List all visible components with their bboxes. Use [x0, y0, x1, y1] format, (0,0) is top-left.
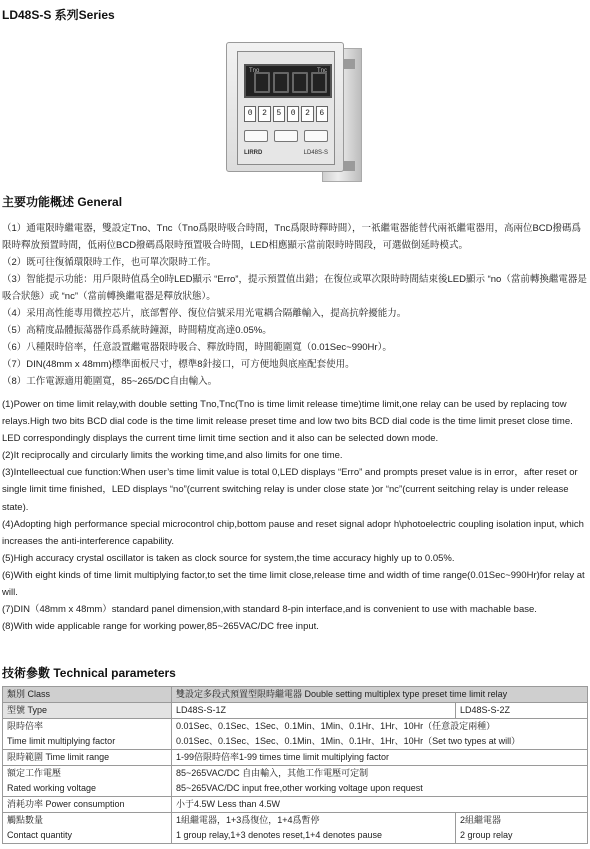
- parameters-table: [2, 686, 588, 844]
- general-cn-list: [2, 220, 588, 390]
- list-item: （4）采用高性能專用微控芯片，底部暫停、復位信號采用光電耦合隔離輸入，提高抗幹擾能力。: [2, 308, 407, 319]
- table-row: [3, 797, 588, 813]
- table-cell: 小于4.5W Less than 4.5W: [172, 797, 588, 813]
- table-row: [3, 719, 588, 735]
- product-image: [222, 30, 362, 180]
- table-cell: 1 group relay,1+3 denotes reset,1+4 denotes pause: [172, 828, 456, 844]
- table-row: [3, 781, 588, 797]
- table-cell: 2 group relay: [456, 828, 588, 844]
- list-item: (7)DIN（48mm x 48mm）standard panel dimension,with standard 8-pin interface,and is convenient to use with machable base.: [2, 604, 537, 616]
- list-item: （5）高精度晶體振蕩器作爲系統時鐘源，時間精度高達0.05%。: [2, 325, 272, 336]
- list-item: （8）工作電源適用範圍寬，85~265/DC自由輸入。: [2, 376, 218, 387]
- table-row: [3, 703, 588, 719]
- list-item: （3）智能提示功能：用戶限時值爲全0時LED顯示 “Erro”，提示預置值出錯；在復位或單次限時時間結束後LED顯示 “no（當前轉換繼電器是吸合狀態）或 “nc”（當前轉換繼電器是釋放狀態）。: [2, 274, 587, 302]
- relay-button[interactable]: [244, 130, 268, 142]
- lcd-right-label: Tnc: [316, 68, 327, 74]
- table-cell: 0.01Sec、0.1Sec、1Sec、0.1Min、1Min、0.1Hr、1Hr、10Hr（Set two types at will）: [172, 734, 588, 750]
- bcd-dial[interactable]: 5: [273, 106, 285, 122]
- list-item: (1)Power on time limit relay,with double setting Tno,Tnc(Tno is time limit release time)time limit,one relay can be used by replacing tow relays.High two bits BCD dial code is the time limit release preset time and low two bits BCD dial code is the time limit preset close time. LED correspondingly displays the current time limit time section and it also can be selected down mode.: [2, 399, 573, 445]
- table-row: [3, 828, 588, 844]
- table-cell: 觸點數量: [3, 813, 172, 829]
- table-cell: Rated working voltage: [3, 781, 172, 797]
- list-item: (6)With eight kinds of time limit multiplying factor,to set the time limit close,release time and width of time range(0.01Sec~990Hr)for relay at will.: [2, 569, 585, 599]
- lcd-left-label: Tno: [249, 68, 260, 74]
- relay-face: [237, 51, 335, 165]
- table-cell: LD48S-S-1Z: [172, 703, 456, 719]
- tech-heading: 技術參數 Technical parameters: [2, 666, 176, 680]
- bcd-dial[interactable]: 2: [301, 106, 313, 122]
- table-cell: 額定工作電壓: [3, 766, 172, 782]
- table-cell: 型號 Type: [3, 703, 172, 719]
- led-display: [244, 64, 332, 98]
- table-row: [3, 734, 588, 750]
- table-cell: Contact quantity: [3, 828, 172, 844]
- relay-buttons: [244, 130, 328, 142]
- table-row: [3, 766, 588, 782]
- table-row: [3, 750, 588, 766]
- table-cell: 0.01Sec、0.1Sec、1Sec、0.1Min、1Min、0.1Hr、1Hr、10Hr（任意設定兩種）: [172, 719, 588, 735]
- table-cell: 消耗功率 Power consumption: [3, 797, 172, 813]
- list-item: （1）通電限時繼電器，雙設定Tno、Tnc（Tno爲限時吸合時間，Tnc爲限時釋時間），一祇繼電器能替代兩祇繼電器用，高兩位BCD撥碼爲限時釋放預置時間，低兩位BCD撥碼爲限時預置吸合時間，LED相應顯示當前限時時間段，可選做倒延時模式。: [2, 223, 582, 251]
- page-title: LD48S-S 系列Series: [2, 8, 115, 22]
- table-cell: 限時範圍 Time limit range: [3, 750, 172, 766]
- table-cell: 1-99倍限時倍率1-99 times time limit multiplying factor: [172, 750, 588, 766]
- list-item: （7）DIN(48mm x 48mm)標準面板尺寸，標準8針接口，可方便地與底座配套使用。: [2, 359, 355, 370]
- bcd-dial[interactable]: 0: [287, 106, 299, 122]
- list-item: (8)With wide applicable range for working power,85~265VAC/DC free input.: [2, 621, 319, 633]
- table-cell: LD48S-S-2Z: [456, 703, 588, 719]
- model-label: LD48S-S: [303, 150, 328, 156]
- table-cell: 2組繼電器: [456, 813, 588, 829]
- table-cell: Time limit multiplying factor: [3, 734, 172, 750]
- general-en-list: [2, 396, 588, 635]
- brand-logo: LIRRD: [244, 150, 263, 156]
- table-cell: 限時倍率: [3, 719, 172, 735]
- list-item: （2）既可往復循環限時工作，也可單次限時工作。: [2, 257, 217, 268]
- table-row: [3, 813, 588, 829]
- list-item: (2)It reciprocally and circularly limits the working time,and also limits for one time.: [2, 450, 343, 462]
- general-heading: 主要功能概述 General: [2, 195, 123, 209]
- table-cell: 1組繼電器，1+3爲復位，1+4爲暫停: [172, 813, 456, 829]
- table-cell: 85~265VAC/DC 自由輸入，其他工作電壓可定制: [172, 766, 588, 782]
- list-item: （6）八種限時倍率，任意設置繼電器限時吸合、釋放時間，時間範圍寬（0.01Sec~990Hr）。: [2, 342, 392, 353]
- table-cell: 類別 Class: [3, 687, 172, 703]
- table-row: [3, 687, 588, 703]
- relay-body: [226, 42, 344, 172]
- relay-button[interactable]: [304, 130, 328, 142]
- list-item: (3)Intelleectual cue function:When user’s time limit value is total 0,LED displays “Erro” and prompts preset value is in error，after reset or single limit time finished，LED displays “no”(current switching relay is under close state )or “nc”(current seitching relay is under release state).: [2, 467, 578, 513]
- bcd-dial[interactable]: 6: [316, 106, 328, 122]
- list-item: (4)Adopting high performance special microcontrol chip,bottom pause and reset signal adopr h\photoelectric coupling isolation input, which increases the anti-interference capability.: [2, 518, 584, 547]
- bcd-dials: [244, 106, 328, 122]
- bcd-dial[interactable]: 2: [258, 106, 270, 122]
- table-cell: 雙設定多段式預置型限時繼電器 Double setting multiplex type preset time limit relay: [172, 687, 588, 703]
- bcd-dial[interactable]: 0: [244, 106, 256, 122]
- list-item: (5)High accuracy crystal oscillator is taken as clock source for system,the time accuracy highly up to 0.05%.: [2, 552, 455, 564]
- relay-button[interactable]: [274, 130, 298, 142]
- table-cell: 85~265VAC/DC input free,other working voltage upon request: [172, 781, 588, 797]
